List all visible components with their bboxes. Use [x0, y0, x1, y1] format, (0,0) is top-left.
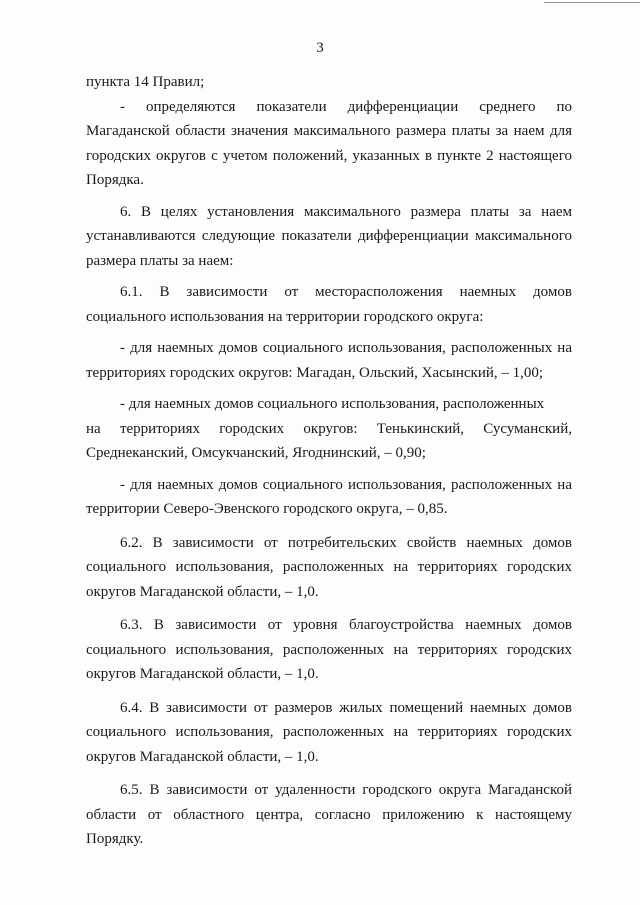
word: округов:	[303, 420, 358, 437]
word: определяются	[145, 98, 236, 115]
dash-item-first-line	[86, 95, 572, 120]
bullet-item-2-line1: - для наемных домов социального использования, расположенных	[120, 396, 545, 412]
paragraph-6-1-rest: социального использования на территории городского округа:	[86, 308, 484, 325]
bullet-item-3: - для наемных домов социального использования, расположенных на территории Северо-Эвенского городского округа, – 0,85.	[86, 476, 572, 517]
word: территориях	[119, 420, 200, 437]
paragraph-continuation: пункта 14 Правил;	[86, 74, 205, 90]
paragraph-6-1	[86, 280, 572, 329]
paragraph-6-5: 6.5. В зависимости от удаленности городского округа Магаданской области от областного центра, согласно приложению к настоящему Порядку.	[86, 782, 572, 847]
paragraph-6-4: 6.4. В зависимости от размеров жилых помещений наемных домов социального использования, расположенных на территориях городских округов Магаданской области, – 1,0.	[86, 699, 572, 765]
word: дифференциации	[347, 98, 459, 115]
word: среднего	[479, 98, 536, 115]
word: наемных	[459, 284, 517, 300]
paragraph-6-2: 6.2. В зависимости от потребительских свойств наемных домов социального использования, расположенных на территориях городских округов Магаданской области, – 1,0.	[86, 534, 572, 600]
paragraph-6: 6. В целях установления максимального размера платы за наем устанавливаются следующие показатели дифференциации максимального размера платы за наем:	[86, 203, 572, 269]
document-body	[86, 70, 572, 852]
paragraph-dash-item	[86, 95, 572, 193]
word: на	[86, 420, 101, 437]
word: по	[556, 98, 572, 115]
word: от	[284, 284, 299, 300]
word: месторасположения	[315, 284, 443, 300]
dash-item-rest: Магаданской области значения максимального размера платы за наем для городских округов с учетом положений, указанных в пункте 2 настоящего Порядка.	[86, 123, 572, 188]
word: Сусуманский,	[483, 420, 572, 437]
paragraph-6-1-first-line	[86, 280, 572, 305]
word: зависимости	[186, 284, 268, 300]
bullet-item-2-line2	[86, 417, 572, 442]
word: В	[159, 284, 170, 300]
page-number: 3	[316, 40, 324, 56]
word: домов	[533, 284, 572, 300]
word: -	[120, 98, 125, 115]
bullet-item-2-rest: Среднеканский, Омсукчанский, Ягоднинский, – 0,90;	[86, 445, 426, 461]
word: городских	[219, 420, 285, 437]
paragraph-6-3: 6.3. В зависимости от уровня благоустройства наемных домов социального использования, расположенных на территориях городских округов Магаданской области, – 1,0.	[86, 617, 572, 682]
word: 6.1.	[120, 284, 143, 300]
word: показатели	[256, 98, 327, 115]
word: Тенькинский,	[376, 420, 465, 437]
bullet-item-2	[86, 392, 572, 466]
bullet-item-1: - для наемных домов социального использования, расположенных на территориях городских округов: Магадан, Ольский, Хасынский, – 1,00;	[86, 340, 572, 381]
top-edge-line	[544, 2, 640, 3]
